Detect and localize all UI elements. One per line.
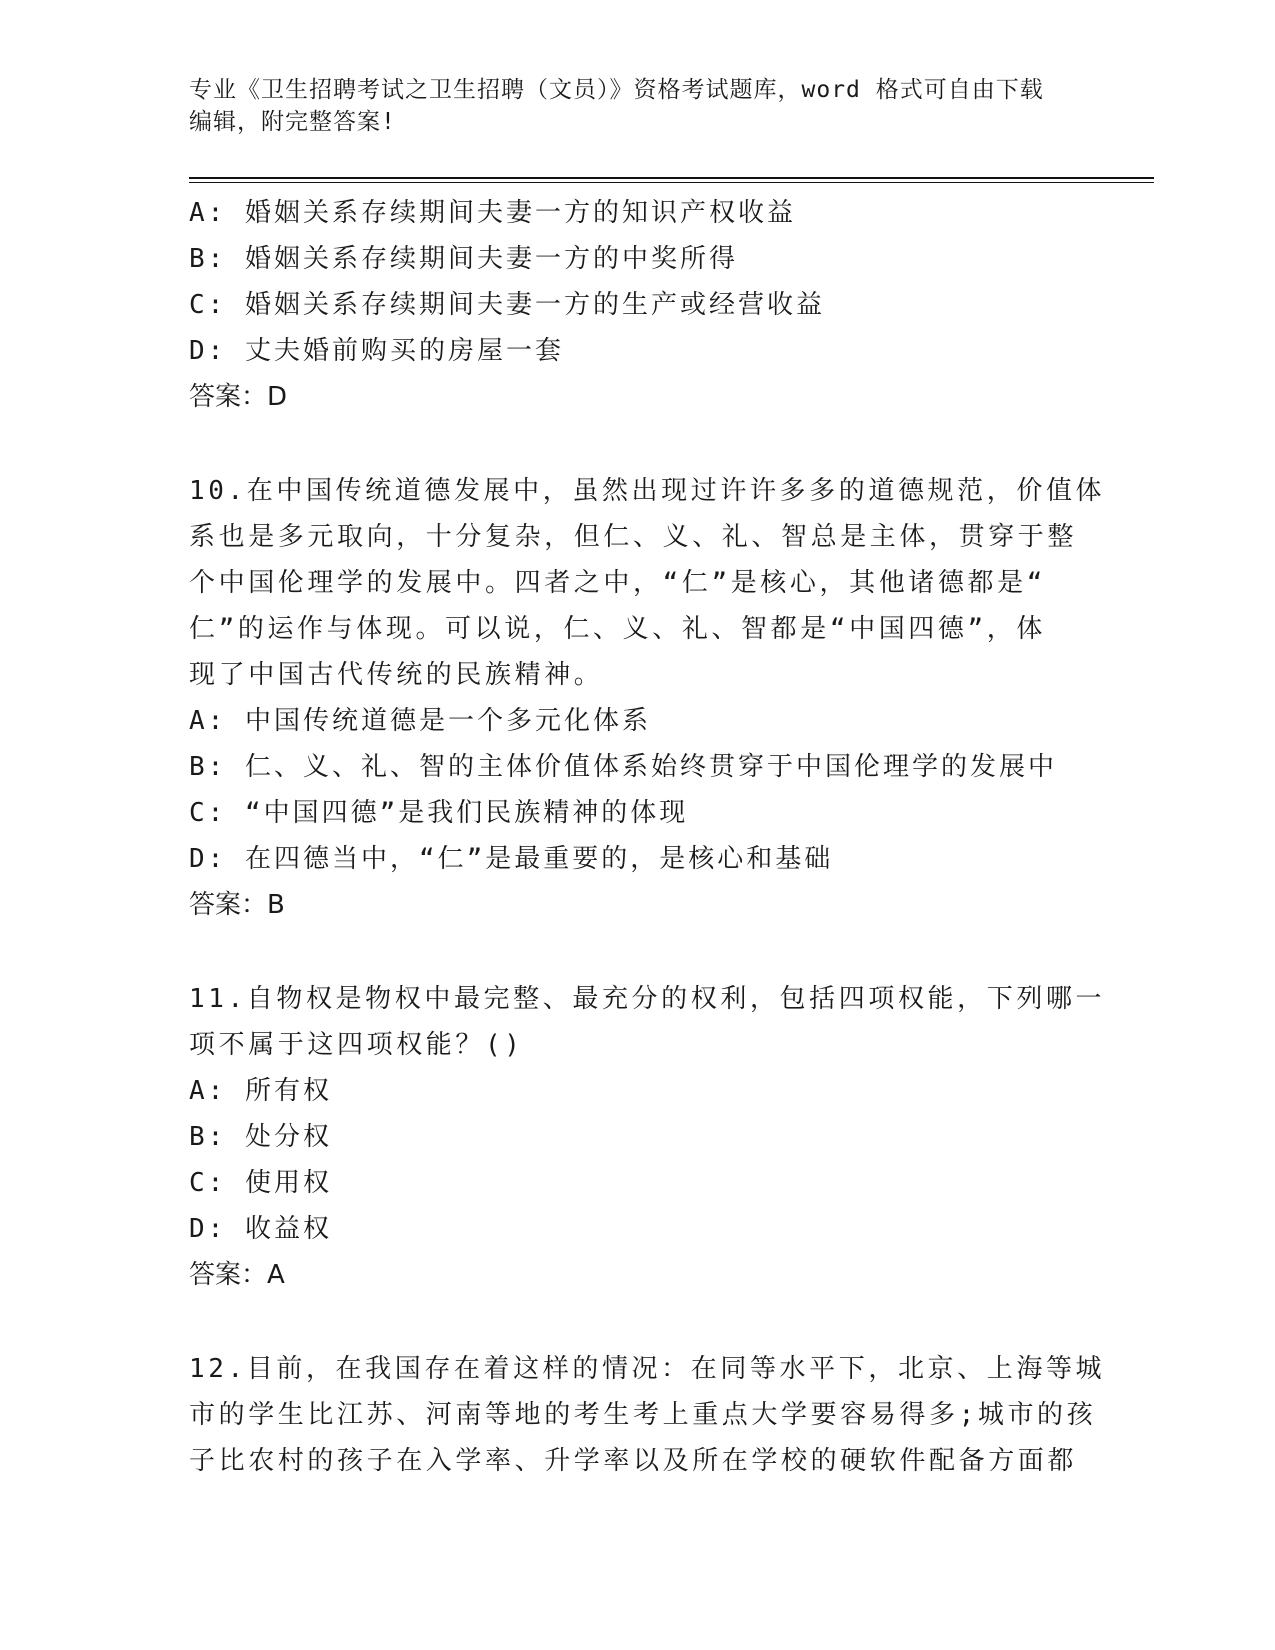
question-text-line: 仁”的运作与体现。可以说，仁、义、礼、智都是“中国四德”，体 <box>189 614 1046 644</box>
question-text-line: 11.自物权是物权中最完整、最充分的权利，包括四项权能，下列哪一 <box>189 984 1106 1014</box>
option-d: D: 收益权 <box>189 1214 332 1244</box>
question-text-line: 市的学生比江苏、河南等地的考生考上重点大学要容易得多;城市的孩 <box>189 1400 1097 1430</box>
option-a: A: 所有权 <box>189 1076 332 1106</box>
question-10 <box>189 468 1106 928</box>
spacer <box>189 1298 1089 1346</box>
option-c: C: 婚姻关系存续期间夫妻一方的生产或经营收益 <box>189 290 825 320</box>
option-c: C: 使用权 <box>189 1168 332 1198</box>
option-c: C: “中国四德”是我们民族精神的体现 <box>189 798 689 828</box>
header-divider-thick <box>189 177 1154 179</box>
question-text-line: 12.目前，在我国存在着这样的情况：在同等水平下，北京、上海等城 <box>189 1354 1106 1384</box>
header-line-1: 专业《卫生招聘考试之卫生招聘（文员）》资格考试题库，word 格式可自由下载 <box>189 77 1044 103</box>
question-11 <box>189 976 1106 1298</box>
spacer <box>189 420 1089 468</box>
question-text-line: 现了中国古代传统的民族精神。 <box>189 660 604 690</box>
question-text-line: 子比农村的孩子在入学率、升学率以及所在学校的硬软件配备方面都 <box>189 1446 1078 1476</box>
answer-line: 答案：D <box>189 382 288 412</box>
question-text-line: 个中国伦理学的发展中。四者之中，“仁”是核心，其他诸德都是“ <box>189 568 1046 598</box>
spacer <box>189 928 1089 976</box>
question-text-line: 10.在中国传统道德发展中，虽然出现过许许多多的道德规范，价值体 <box>189 476 1106 506</box>
answer-line: 答案：B <box>189 890 285 920</box>
question-12 <box>189 1346 1106 1484</box>
header-divider-thin <box>189 182 1154 183</box>
question-9 <box>189 190 1089 420</box>
question-text-line: 项不属于这四项权能？() <box>189 1030 524 1060</box>
header-line-2: 编辑，附完整答案! <box>189 109 396 135</box>
document-body <box>189 190 1106 1484</box>
option-b: B: 处分权 <box>189 1122 332 1152</box>
option-d: D: 在四德当中，“仁”是最重要的，是核心和基础 <box>189 844 834 874</box>
option-d: D: 丈夫婚前购买的房屋一套 <box>189 336 564 366</box>
option-a: A: 中国传统道德是一个多元化体系 <box>189 706 651 736</box>
document-header <box>189 74 1069 138</box>
answer-line: 答案：A <box>189 1260 285 1290</box>
question-text-line: 系也是多元取向，十分复杂，但仁、义、礼、智总是主体，贯穿于整 <box>189 522 1078 552</box>
option-a: A: 婚姻关系存续期间夫妻一方的知识产权收益 <box>189 198 796 228</box>
option-b: B: 仁、义、礼、智的主体价值体系始终贯穿于中国伦理学的发展中 <box>189 752 1057 782</box>
option-b: B: 婚姻关系存续期间夫妻一方的中奖所得 <box>189 244 738 274</box>
